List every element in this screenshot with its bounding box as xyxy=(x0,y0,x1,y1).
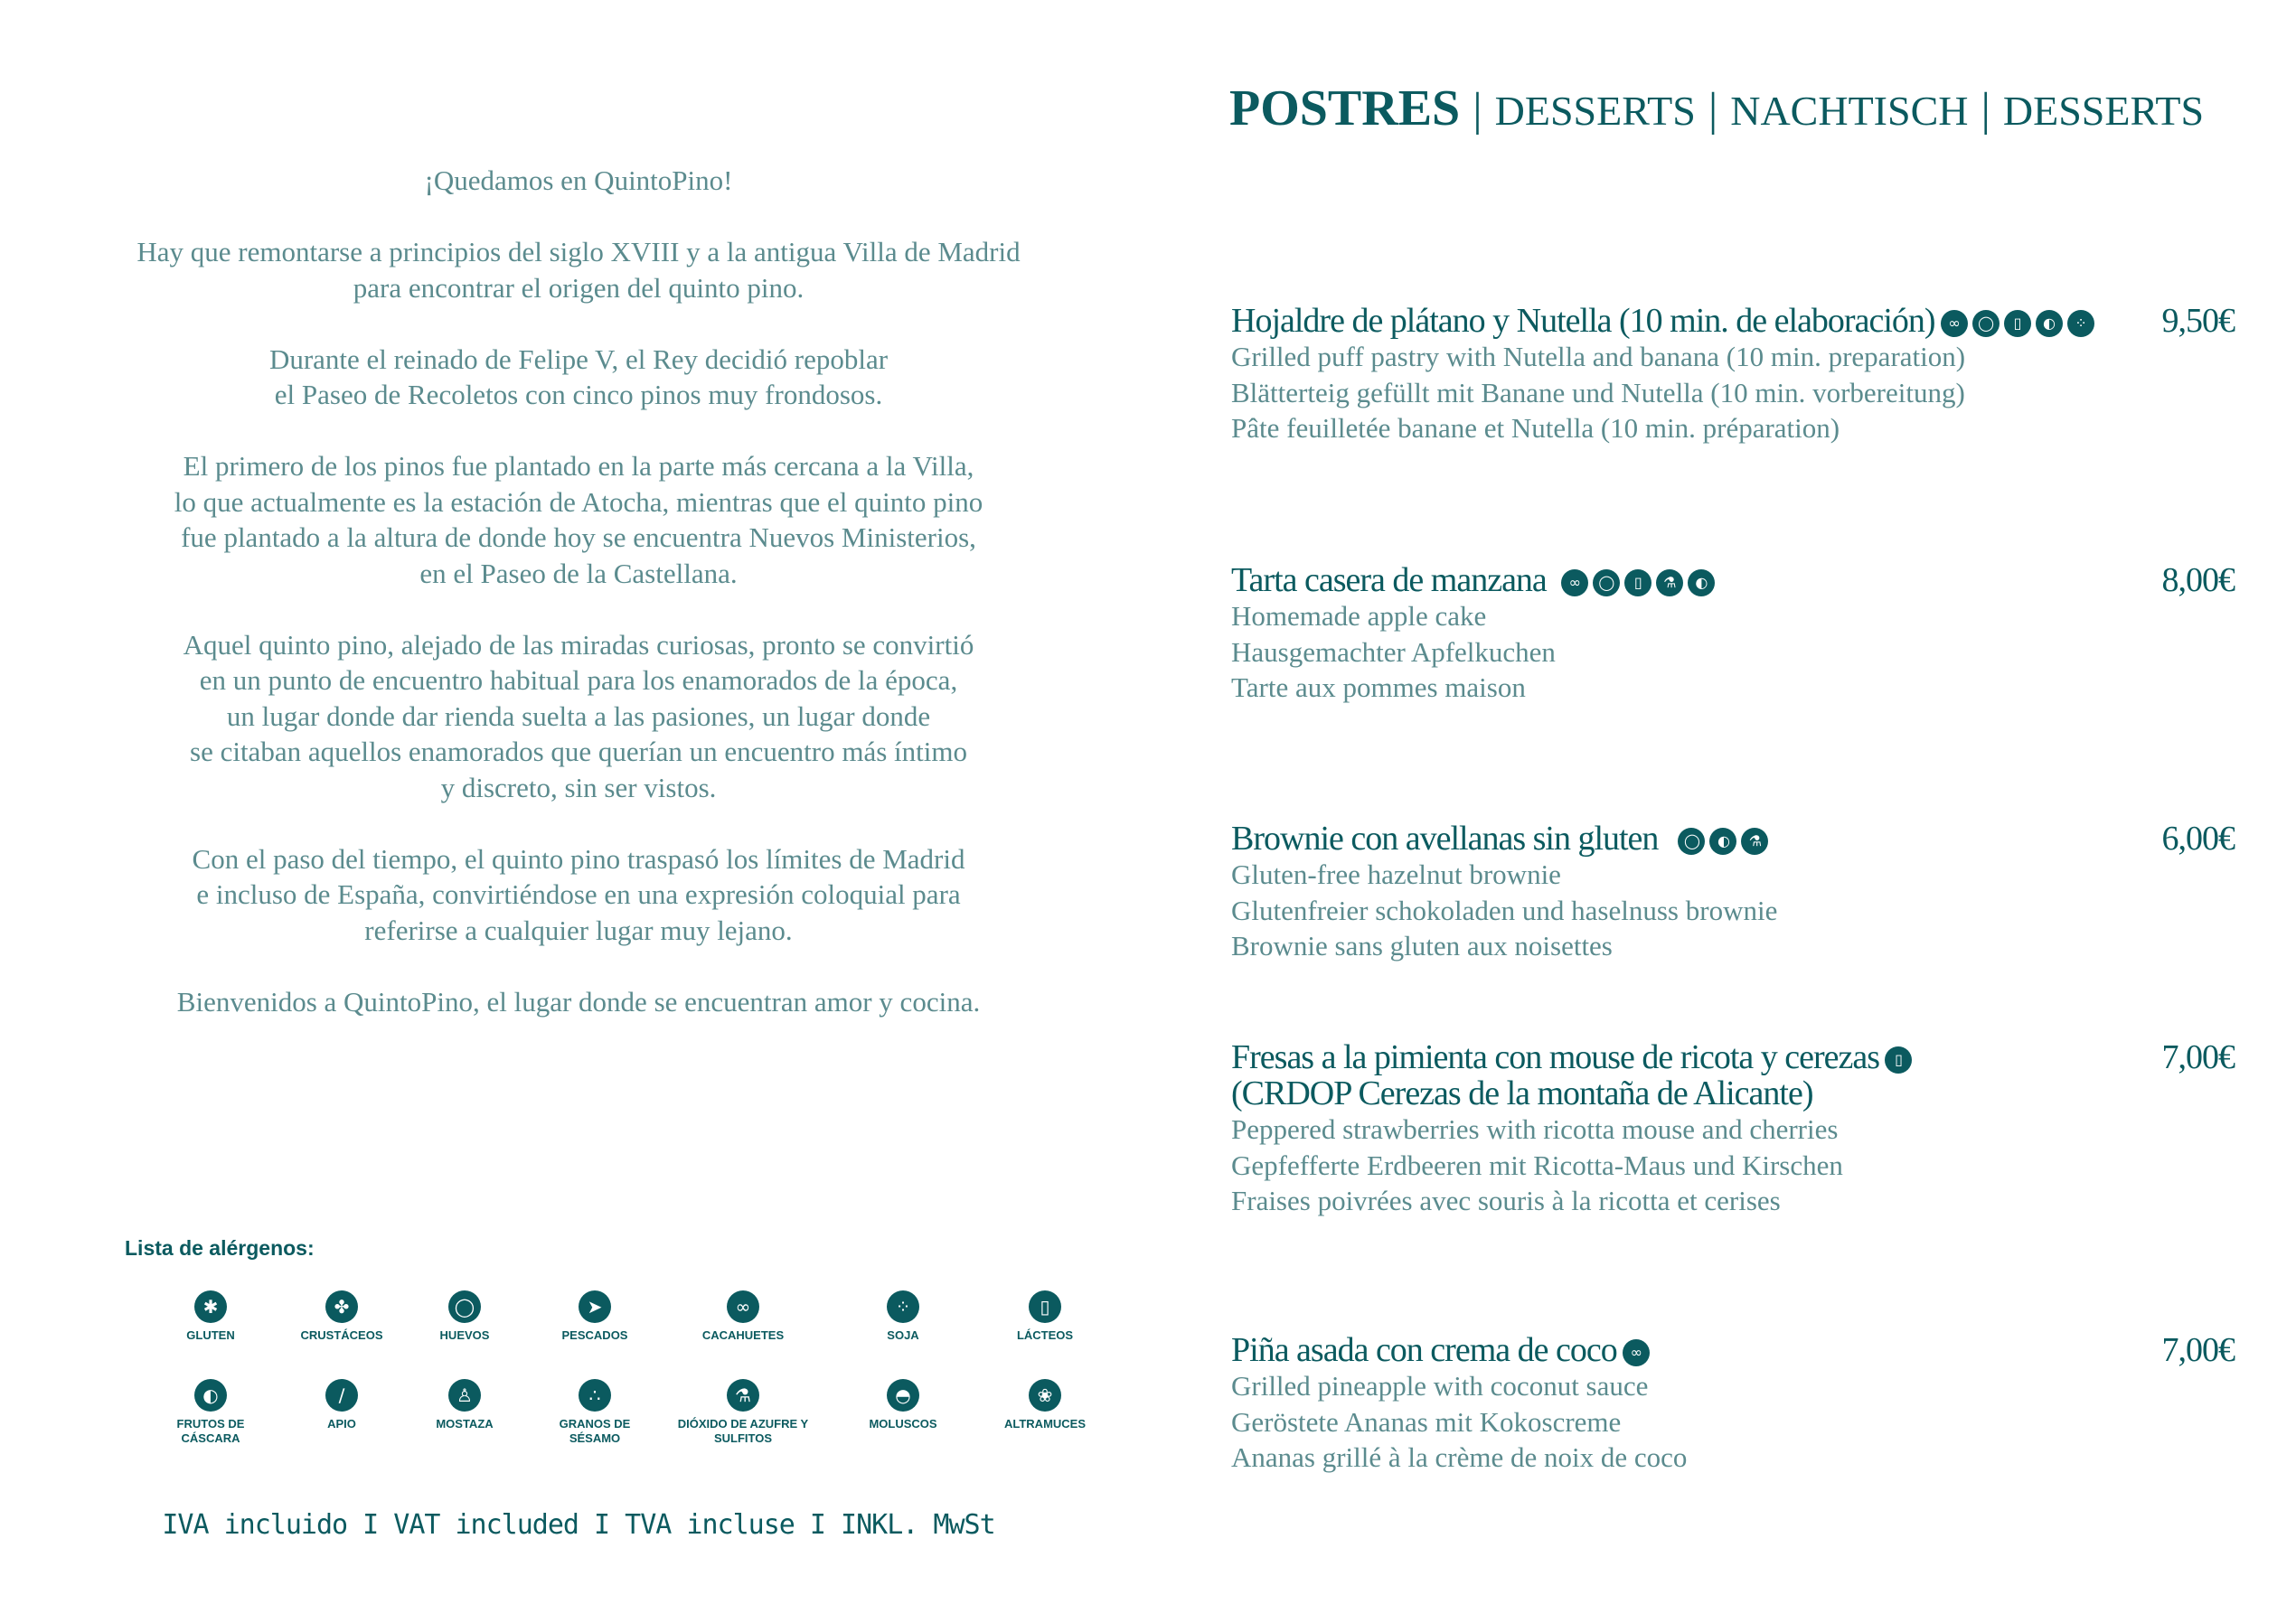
allergen-apio xyxy=(278,1379,405,1431)
allergen-legend xyxy=(108,1290,1085,1480)
milk-icon: ▯ xyxy=(2004,310,2031,337)
egg-icon: ◯ xyxy=(1593,569,1620,596)
item-price: 6,00€ xyxy=(2161,820,2235,858)
crustacean-icon: ✤ xyxy=(325,1290,358,1323)
egg-icon: ◯ xyxy=(448,1290,481,1323)
item-name-text: Hojaldre de plátano y Nutella (10 min. de elaboración) xyxy=(1231,302,1935,340)
egg-icon: ◯ xyxy=(1678,828,1705,855)
item-price: 7,00€ xyxy=(2161,1331,2235,1369)
allergen-icons xyxy=(1941,310,2094,337)
allergen-label: CRUSTÁCEOS xyxy=(300,1328,383,1342)
peanut-icon: ∞ xyxy=(1941,310,1968,337)
allergen-label: FRUTOS DE CÁSCARA xyxy=(176,1417,245,1445)
allergen-label: MOSTAZA xyxy=(436,1417,494,1431)
item-name-text: Tarta casera de manzana xyxy=(1231,561,1547,599)
item-french: Pâte feuilletée banane et Nutella (10 min. préparation) xyxy=(1231,412,1840,444)
item-name xyxy=(1231,1039,2235,1075)
allergen-soja xyxy=(840,1290,966,1343)
allergen-sesamo xyxy=(532,1379,658,1446)
peanut-icon: ∞ xyxy=(727,1290,759,1323)
allergen-lacteos xyxy=(982,1290,1108,1343)
item-english: Grilled pineapple with coconut sauce xyxy=(1231,1370,1649,1402)
allergen-crustaceos xyxy=(278,1290,405,1343)
celery-icon: ∕ xyxy=(325,1379,358,1412)
item-name-text: Piña asada con crema de coco xyxy=(1231,1331,1617,1369)
fish-icon: ➤ xyxy=(579,1290,611,1323)
story-paragraph: Durante el reinado de Felipe V, el Rey decidió repoblar el Paseo de Recoletos con cinco pinos muy frondosos. xyxy=(268,342,889,410)
heading-separator: | xyxy=(1473,84,1482,136)
story-paragraph: El primero de los pinos fue plantado en la parte más cercana a la Villa, lo que actualmente es la estación de Atocha, mientras que el quinto pino fue plantado a la altura de donde hoy se encuentra Nuevos Ministerios, en el Paseo de la Castellana. xyxy=(174,450,983,589)
mollusc-icon: ◓ xyxy=(887,1379,919,1412)
item-price: 8,00€ xyxy=(2161,561,2235,599)
nuts-icon: ◐ xyxy=(194,1379,227,1412)
allergen-label: APIO xyxy=(327,1417,356,1431)
allergen-icons xyxy=(1561,569,1715,596)
allergen-moluscos xyxy=(840,1379,966,1431)
egg-icon: ◯ xyxy=(1972,310,2000,337)
allergen-label: HUEVOS xyxy=(439,1328,490,1342)
allergen-label: MOLUSCOS xyxy=(869,1417,937,1431)
allergen-frutos-de-cascara xyxy=(147,1379,274,1446)
soy-icon: ⁘ xyxy=(2067,310,2094,337)
allergen-huevos xyxy=(401,1290,528,1343)
heading-separator: | xyxy=(1708,84,1718,136)
nuts-icon: ◐ xyxy=(2036,310,2063,337)
story-title: ¡Quedamos en QuintoPino! xyxy=(424,164,733,196)
menu-item xyxy=(1231,1039,2235,1219)
sulphite-icon: ⚗ xyxy=(727,1379,759,1412)
item-english: Homemade apple cake xyxy=(1231,600,1487,632)
allergen-label: ALTRAMUCES xyxy=(1003,1417,1087,1431)
heading-main: POSTRES xyxy=(1229,80,1461,136)
mustard-icon: ♙ xyxy=(448,1379,481,1412)
item-german: Blätterteig gefüllt mit Banane und Nutella (10 min. vorbereitung) xyxy=(1231,376,1965,408)
menu-item xyxy=(1231,303,2235,446)
item-french: Tarte aux pommes maison xyxy=(1231,671,1526,703)
item-name xyxy=(1231,562,2235,598)
heading-english: DESSERTS xyxy=(1494,88,1696,134)
item-price: 9,50€ xyxy=(2161,302,2235,340)
milk-icon: ▯ xyxy=(1885,1046,1912,1074)
allergen-label: PESCADOS xyxy=(561,1328,628,1342)
lupin-icon: ❀ xyxy=(1029,1379,1061,1412)
story-paragraph: Hay que remontarse a principios del siglo XVIII y a la antigua Villa de Madrid para encontrar el origen del quinto pino. xyxy=(136,236,1021,304)
item-french: Ananas grillé à la crème de noix de coco xyxy=(1231,1441,1688,1473)
allergen-label: SOJA xyxy=(887,1328,919,1342)
item-english: Grilled puff pastry with Nutella and banana (10 min. preparation) xyxy=(1231,341,1966,372)
heading-separator: | xyxy=(1981,84,1990,136)
tax-note: IVA incluido I VAT included I TVA incluse I INKL. MwSt xyxy=(162,1509,995,1541)
nuts-icon: ◐ xyxy=(1688,569,1715,596)
item-name-text: Brownie con avellanas sin gluten xyxy=(1231,820,1659,858)
wheat-icon: ✱ xyxy=(194,1290,227,1323)
menu-item xyxy=(1231,821,2235,964)
milk-icon: ▯ xyxy=(1624,569,1651,596)
item-name-text: Fresas a la pimienta con mouse de ricota y cerezas xyxy=(1231,1038,1880,1076)
item-english: Peppered strawberries with ricotta mouse and cherries xyxy=(1231,1113,1839,1145)
peanut-icon: ∞ xyxy=(1561,569,1588,596)
milk-icon: ▯ xyxy=(1029,1290,1061,1323)
intro-story xyxy=(108,163,1049,1055)
menu-item xyxy=(1231,1332,2235,1476)
allergen-label: GRANOS DE SÉSAMO xyxy=(559,1417,631,1445)
item-german: Geröstete Ananas mit Kokoscreme xyxy=(1231,1405,1622,1438)
allergen-list-title: Lista de alérgenos: xyxy=(125,1236,315,1260)
item-name-origin: (CRDOP Cerezas de la montaña de Alicante) xyxy=(1231,1074,1813,1112)
sulphite-icon: ⚗ xyxy=(1741,828,1768,855)
story-paragraph: Con el paso del tiempo, el quinto pino traspasó los límites de Madrid e incluso de España, convirtiéndose en una expresión coloquial para referirse a cualquier lugar muy lejano. xyxy=(192,842,965,946)
allergen-altramuces xyxy=(982,1379,1108,1431)
allergen-label: LÁCTEOS xyxy=(1016,1328,1074,1342)
soy-icon: ⁘ xyxy=(887,1290,919,1323)
allergen-label: CACAHUETES xyxy=(701,1328,785,1342)
sesame-icon: ∴ xyxy=(579,1379,611,1412)
item-name xyxy=(1231,1332,2235,1368)
allergen-cacahuetes xyxy=(680,1290,806,1343)
allergen-label: DIÓXIDO DE AZUFRE Y SULFITOS xyxy=(677,1417,809,1445)
heading-german: NACHTISCH xyxy=(1730,88,1969,134)
allergen-icons xyxy=(1678,828,1768,855)
allergen-icons xyxy=(1885,1046,1912,1074)
item-english: Gluten-free hazelnut brownie xyxy=(1231,858,1561,890)
item-price: 7,00€ xyxy=(2161,1038,2235,1076)
menu-item xyxy=(1231,562,2235,706)
item-german: Hausgemachter Apfelkuchen xyxy=(1231,635,1556,668)
story-paragraph: Bienvenidos a QuintoPino, el lugar donde se encuentran amor y cocina. xyxy=(176,985,981,1018)
allergen-gluten xyxy=(147,1290,274,1343)
item-french: Fraises poivrées avec souris à la ricotta et cerises xyxy=(1231,1185,1781,1216)
allergen-mostaza xyxy=(401,1379,528,1431)
menu-heading xyxy=(1229,80,2204,137)
peanut-icon: ∞ xyxy=(1623,1339,1650,1366)
allergen-label: GLUTEN xyxy=(186,1328,235,1342)
item-name xyxy=(1231,821,2235,857)
allergen-sulfitos xyxy=(677,1379,809,1446)
sulphite-icon: ⚗ xyxy=(1656,569,1683,596)
story-paragraph: Aquel quinto pino, alejado de las miradas curiosas, pronto se convirtió en un punto de encuentro habitual para los enamorados de la época, un lugar donde dar rienda suelta a las pasiones, un lugar donde se citaban aquellos enamorados que querían un encuentro más íntimo y discreto, sin ser vistos. xyxy=(183,628,974,803)
nuts-icon: ◐ xyxy=(1709,828,1736,855)
allergen-icons xyxy=(1623,1339,1650,1366)
item-name xyxy=(1231,303,2235,339)
item-german: Gepfefferte Erdbeeren mit Ricotta-Maus und Kirschen xyxy=(1231,1149,1843,1181)
item-german: Glutenfreier schokoladen und haselnuss brownie xyxy=(1231,894,1778,926)
item-french: Brownie sans gluten aux noisettes xyxy=(1231,930,1613,962)
heading-french: DESSERTS xyxy=(2002,88,2205,134)
allergen-pescados xyxy=(532,1290,658,1343)
